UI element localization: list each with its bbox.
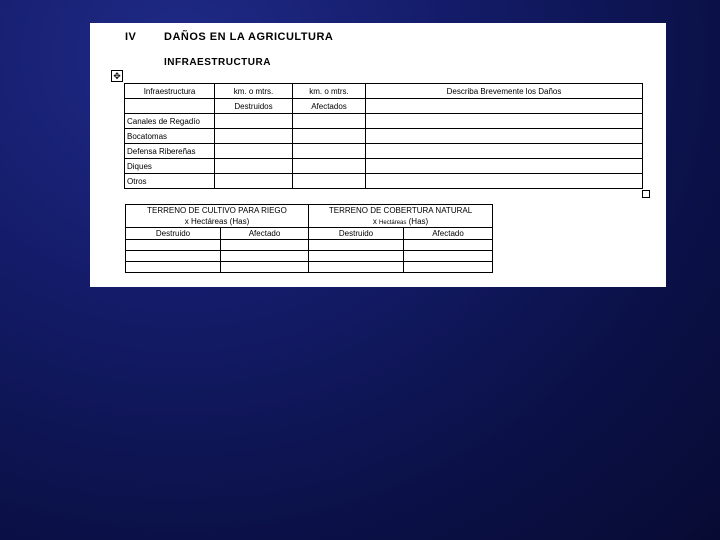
table-row [125,144,643,159]
table-move-handle-icon[interactable]: ✥ [111,70,123,82]
table-cell[interactable] [126,251,221,262]
table-cell[interactable] [366,144,643,159]
unit-prefix: x [372,217,377,226]
table-cell[interactable] [125,99,215,114]
table-cell[interactable] [215,129,293,144]
table-row [125,114,643,129]
table-cell[interactable] [293,174,366,189]
header-infraestructura: Infraestructura [125,84,215,99]
table-cell[interactable] [215,159,293,174]
table-cell[interactable] [366,129,643,144]
row-label-defensa: Defensa Ribereñas [125,144,215,159]
row-label-bocatomas: Bocatomas [125,129,215,144]
land-column-row [126,228,493,240]
table-cell[interactable] [293,129,366,144]
table-cell[interactable] [126,262,221,273]
subsection-title: INFRAESTRUCTURA [164,57,271,68]
col-destruido-cultivo: Destruido [126,228,221,240]
row-label-canales: Canales de Regadío [125,114,215,129]
header-terreno-cultivo: TERRENO DE CULTIVO PARA RIEGO [126,205,309,217]
table-row [125,129,643,144]
land-header-row-1 [126,205,493,217]
table-cell[interactable] [293,144,366,159]
table-cell[interactable] [293,114,366,129]
table-cell[interactable] [366,174,643,189]
table-cell[interactable] [404,240,493,251]
subheader-destruidos: Destruidos [215,99,293,114]
table-row [126,262,493,273]
table-cell[interactable] [366,99,643,114]
table-row [126,251,493,262]
table-cell[interactable] [215,114,293,129]
row-label-otros: Otros [125,174,215,189]
land-table [125,204,493,273]
table-cell[interactable] [126,240,221,251]
subheader-afectados: Afectados [293,99,366,114]
land-header-row-2 [126,216,493,228]
table-cell[interactable] [221,240,309,251]
table-cell[interactable] [215,174,293,189]
infrastructure-table [124,83,643,189]
unit-suffix: (Has) [408,217,429,226]
header-cobertura-unit [309,216,493,228]
table-cell[interactable] [309,251,404,262]
col-afectado-cobertura: Afectado [404,228,493,240]
table-resize-handle-icon[interactable] [642,190,650,198]
table-cell[interactable] [221,251,309,262]
col-afectado-cultivo: Afectado [221,228,309,240]
table-cell[interactable] [366,159,643,174]
table-cell[interactable] [366,114,643,129]
document-page [90,23,666,287]
header-km-destruidos: km. o mtrs. [215,84,293,99]
table-row [126,240,493,251]
table-row [125,174,643,189]
table-cell[interactable] [404,262,493,273]
table-cell[interactable] [309,240,404,251]
section-number: IV [125,31,137,43]
row-label-diques: Diques [125,159,215,174]
table-subheader-row [125,99,643,114]
section-title: DAÑOS EN LA AGRICULTURA [164,31,334,43]
header-cultivo-unit: x Hectáreas (Has) [126,216,309,228]
unit-hectareas: Hectáreas [379,220,407,226]
table-cell[interactable] [309,262,404,273]
table-cell[interactable] [293,159,366,174]
header-describa-danos: Describa Brevemente los Daños [366,84,643,99]
header-terreno-cobertura: TERRENO DE COBERTURA NATURAL [309,205,493,217]
header-km-afectados: km. o mtrs. [293,84,366,99]
table-header-row [125,84,643,99]
table-cell[interactable] [215,144,293,159]
table-cell[interactable] [221,262,309,273]
table-row [125,159,643,174]
table-cell[interactable] [404,251,493,262]
col-destruido-cobertura: Destruido [309,228,404,240]
